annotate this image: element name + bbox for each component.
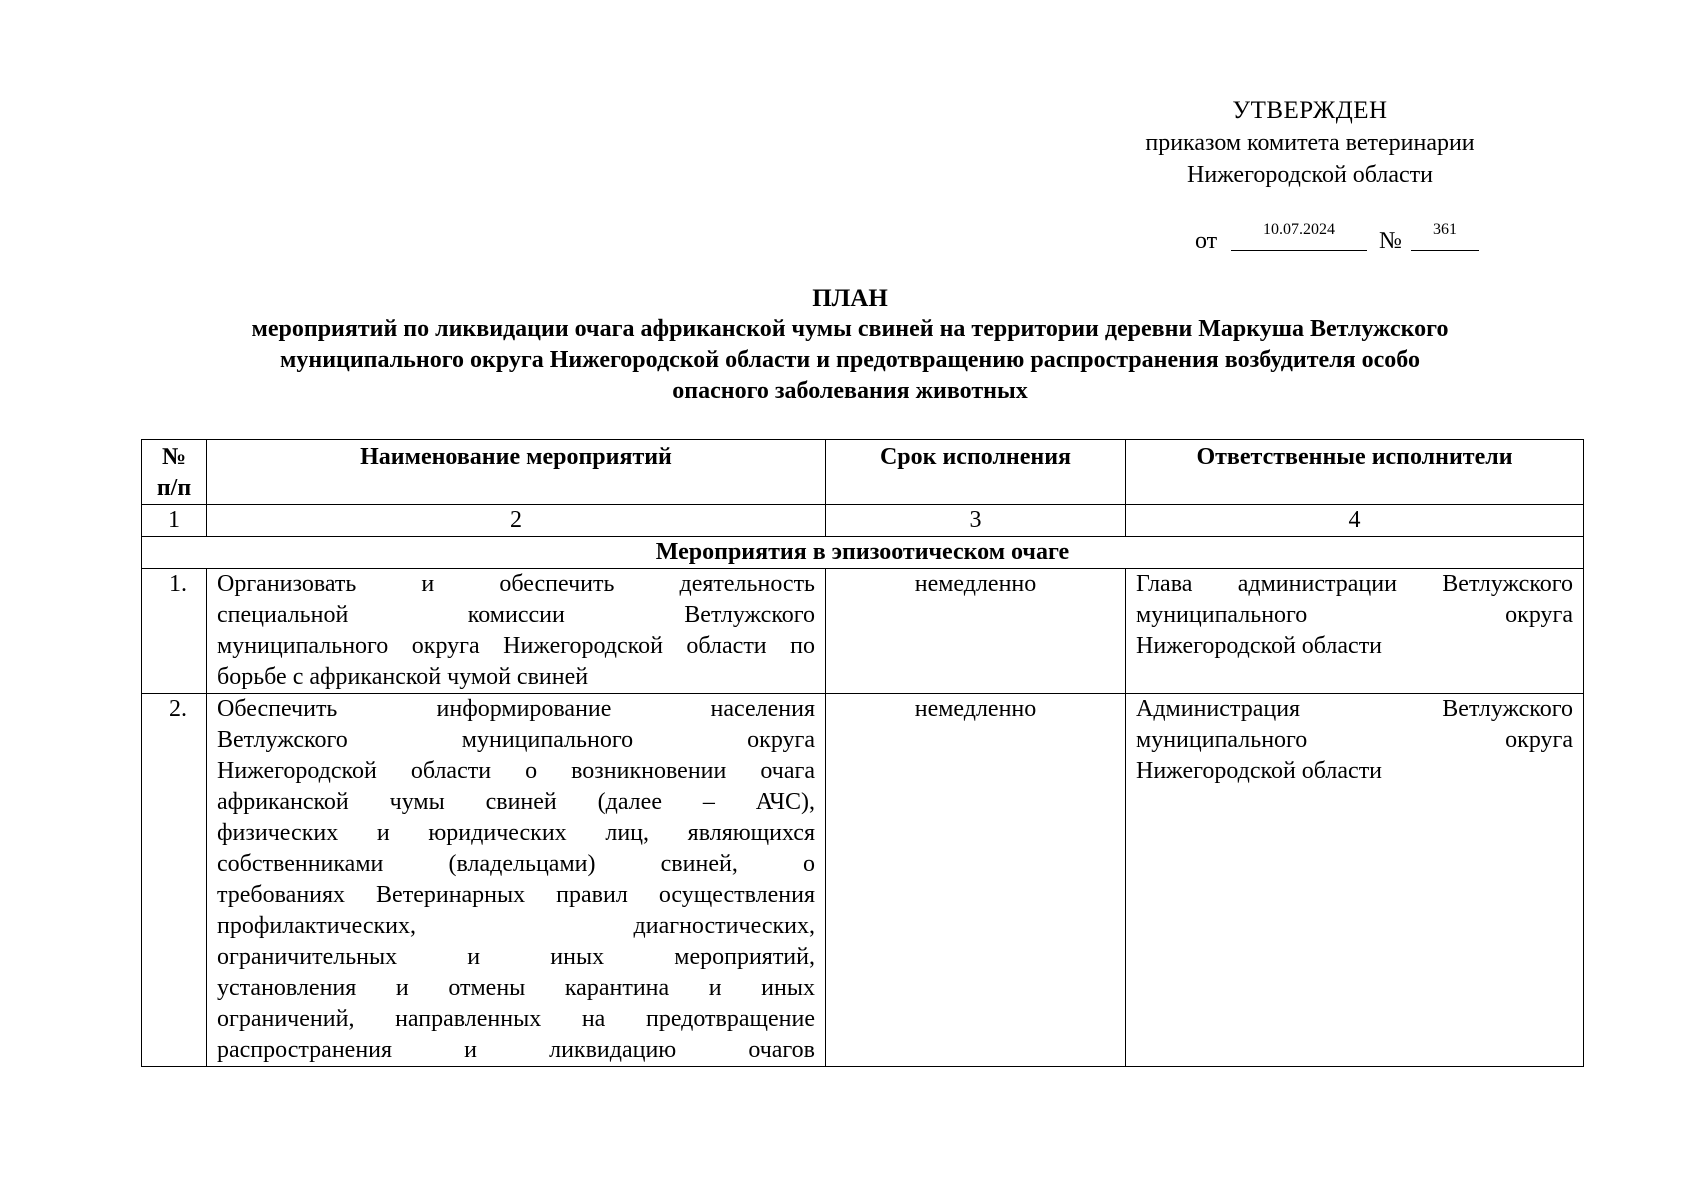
- responsible-line: Нижегородской области: [1136, 758, 1383, 784]
- responsible-line: Глава администрации Ветлужского: [1136, 571, 1573, 597]
- header-num: [142, 440, 207, 505]
- task-line: африканской чумы свиней (далее – АЧС),: [217, 789, 815, 815]
- task-line: Организовать и обеспечить деятельность: [217, 571, 815, 597]
- task-line: Ветлужского муниципального округа: [217, 727, 815, 753]
- task-line: Обеспечить информирование населения: [217, 696, 815, 722]
- term-text: немедленно: [826, 694, 1126, 1067]
- header-num-line-1: №: [161, 444, 187, 470]
- header-num-line-2: п/п: [156, 475, 192, 501]
- section-row: [142, 537, 1584, 569]
- column-number-row: [142, 505, 1584, 537]
- column-number-4: 4: [1126, 505, 1584, 537]
- task-line: физических и юридических лиц, являющихся: [217, 820, 815, 846]
- table-row: [142, 569, 1584, 694]
- responsible-line: муниципального округа: [1136, 602, 1573, 628]
- section-title: Мероприятия в эпизоотическом очаге: [142, 537, 1584, 569]
- approval-stamp: [1110, 95, 1510, 191]
- approval-line-2: Нижегородской области: [1186, 162, 1434, 188]
- task-line: ограничений, направленных на предотвращение: [217, 1006, 815, 1032]
- order-number: 361: [1411, 220, 1479, 251]
- row-number: 1.: [142, 569, 207, 694]
- responsible-text: [1126, 569, 1584, 694]
- task-line: требованиях Ветеринарных правил осуществления: [217, 882, 815, 908]
- approved-heading: УТВЕРЖДЕН: [1232, 97, 1388, 124]
- plan-heading: ПЛАН: [812, 285, 888, 312]
- task-line: специальной комиссии Ветлужского: [217, 602, 815, 628]
- title-line-1: мероприятий по ликвидации очага африканской чумы свиней на территории деревни Маркуша Ветлужского: [251, 316, 1449, 342]
- task-line: борьбе с африканской чумой свиней: [217, 664, 589, 690]
- from-label: от: [1195, 228, 1218, 254]
- responsible-line: муниципального округа: [1136, 727, 1573, 753]
- responsible-text: [1126, 694, 1584, 1067]
- responsible-line: Нижегородской области: [1136, 633, 1383, 659]
- header-name: Наименование мероприятий: [207, 440, 826, 505]
- table-header-row: [142, 440, 1584, 505]
- column-number-3: 3: [826, 505, 1126, 537]
- task-text: [207, 569, 826, 694]
- task-line: распространения и ликвидацию очагов: [217, 1037, 815, 1063]
- task-line: собственниками (владельцами) свиней, о: [217, 851, 815, 877]
- column-number-1: 1: [142, 505, 207, 537]
- responsible-line: Администрация Ветлужского: [1136, 696, 1573, 722]
- term-text: немедленно: [826, 569, 1126, 694]
- task-line: ограничительных и иных мероприятий,: [217, 944, 815, 970]
- document-title: [140, 283, 1560, 407]
- task-line: Нижегородской области о возникновении очага: [217, 758, 815, 784]
- number-label: №: [1379, 228, 1402, 254]
- approval-line-1: приказом комитета ветеринарии: [1145, 130, 1475, 156]
- header-responsible: Ответственные исполнители: [1126, 440, 1584, 505]
- task-text: [207, 694, 826, 1067]
- task-line: установления и отмены карантина и иных: [217, 975, 815, 1001]
- header-term: Срок исполнения: [826, 440, 1126, 505]
- task-line: муниципального округа Нижегородской области по: [217, 633, 815, 659]
- title-line-3: опасного заболевания животных: [672, 378, 1028, 404]
- column-number-2: 2: [207, 505, 826, 537]
- task-line: профилактических, диагностических,: [217, 913, 815, 939]
- order-date: 10.07.2024: [1231, 220, 1367, 251]
- plan-table: [141, 439, 1584, 1067]
- title-line-2: муниципального округа Нижегородской области и предотвращению распространения возбудителя особо: [280, 347, 1420, 373]
- row-number: 2.: [142, 694, 207, 1067]
- table-row: [142, 694, 1584, 1067]
